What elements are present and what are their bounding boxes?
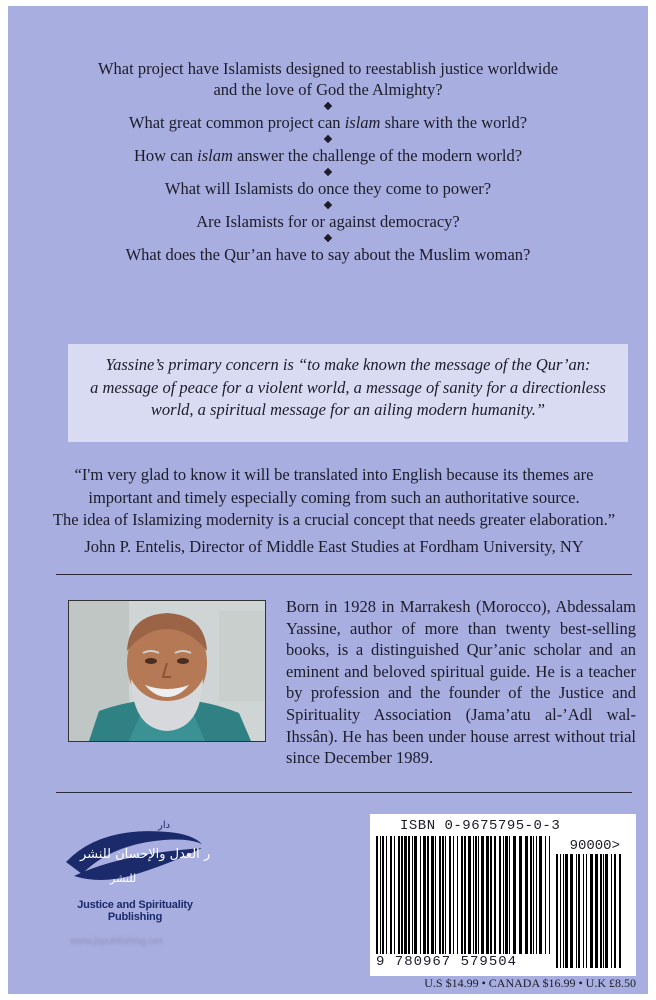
- svg-text:دار: دار: [158, 820, 171, 831]
- publisher-url: www.jspublishing.net: [70, 936, 163, 947]
- price-list: U.S $14.99 • CANADA $16.99 • U.K £8.50: [424, 976, 636, 990]
- ean-barcode-icon: [376, 836, 552, 954]
- publisher-emblem-icon: [60, 818, 210, 890]
- question-4: What will Islamists do once they come to power?: [164, 179, 492, 198]
- divider-bottom: [56, 792, 632, 793]
- highlight-quote: Yassine’s primary concern is “to make known the message of the Qur’an: a message of peace for a violent world, a message of sanity for a directionless world, a spiritual message for an ailing modern humanity.”: [68, 344, 628, 442]
- diamond-separator-icon: [324, 168, 332, 176]
- diamond-separator-icon: [324, 201, 332, 209]
- publisher-name: Justice and Spirituality Publishing: [77, 899, 193, 923]
- svg-text:للنشر: للنشر: [110, 872, 137, 885]
- question-3: How can islam answer the challenge of the modern world?: [133, 146, 523, 165]
- publisher-logo: [60, 818, 210, 923]
- isbn-number: ISBN 0-9675795-0-3: [400, 818, 561, 834]
- endorsement: [44, 464, 624, 558]
- price-addon-code: 90000>: [569, 838, 620, 854]
- question-1: What project have Islamists designed to reestablish justice worldwide and the love of God the Almighty?: [97, 59, 559, 99]
- author-photo: [68, 600, 266, 742]
- question-6: What does the Qur’an have to say about the Muslim woman?: [125, 245, 531, 264]
- diamond-separator-icon: [324, 102, 332, 110]
- ean-number: 9 780967 579504: [376, 954, 518, 970]
- diamond-separator-icon: [324, 234, 332, 242]
- diamond-separator-icon: [324, 135, 332, 143]
- question-5: Are Islamists for or against democracy?: [196, 212, 460, 231]
- back-cover: [8, 6, 648, 994]
- author-bio: Born in 1928 in Marrakesh (Morocco), Abdessalam Yassine, author of more than twenty best-selling books, is a distinguished Qur’anic scholar and an eminent and beloved spiritual guide. He is a teacher by profession and the founder of the Justice and Spirituality Association (Jama’atu al-’Adl wal-Ihssân). He has been under house arrest without trial since December 1989.: [286, 597, 636, 768]
- isbn-barcode-panel: [370, 814, 636, 976]
- question-list: [8, 58, 648, 265]
- divider-top: [56, 574, 632, 575]
- endorsement-attribution: John P. Entelis, Director of Middle East Studies at Fordham University, NY: [84, 536, 584, 556]
- author-portrait-icon: [69, 601, 265, 741]
- svg-text:دار العدل والإحسان للنشر: دار العدل والإحسان للنشر: [80, 847, 210, 862]
- question-2: What great common project can islam share with the world?: [128, 113, 528, 132]
- addon-barcode-icon: [556, 854, 622, 968]
- endorsement-quote: “I'm very glad to know it will be translated into English because its themes are important and timely especially coming from such an authoritative source. The idea of Islamizing modernity is a crucial concept that needs greater elaboration.”: [52, 465, 616, 529]
